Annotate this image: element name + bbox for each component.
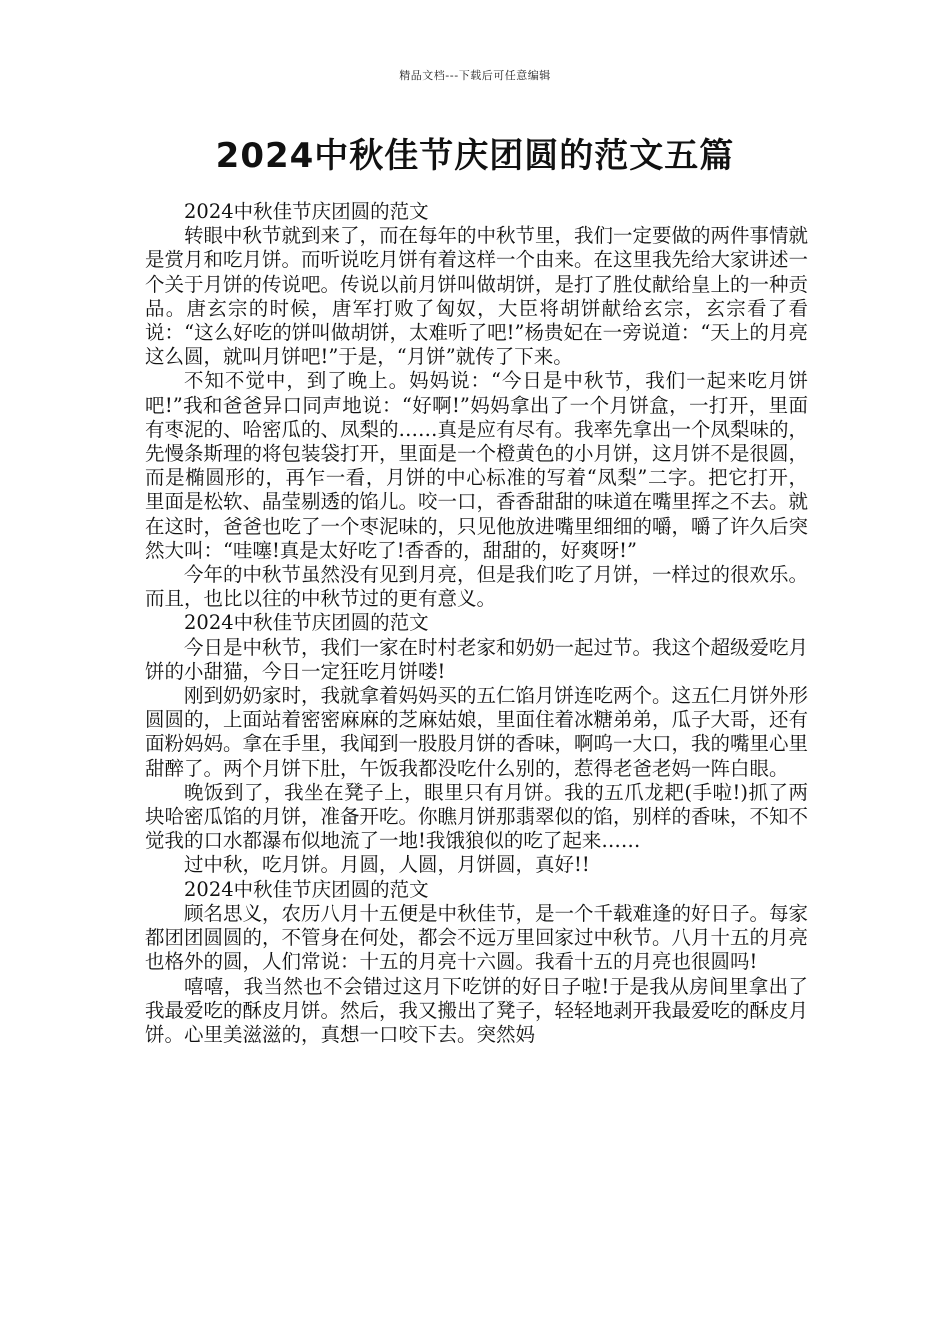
section-heading: 2024中秋佳节庆团圆的范文 [184, 877, 429, 901]
paragraph: 转眼中秋节就到来了，而在每年的中秋节里，我们一定要做的两件事情就是赏月和吃月饼。而听说吃月饼有着这样一个由来。在这里我先给大家讲述一个关于月饼的传说吧。传说以前月饼叫做胡饼，是打了胜仗献给皇上的一种贡品。唐玄宗的时候，唐军打败了匈奴，大臣将胡饼献给玄宗，玄宗看了看说：“这么好吃的饼叫做胡饼，太难听了吧!”杨贵妃在一旁说道：“天上的月亮这么圆，就叫月饼吧!”于是，“月饼”就传了下来。 [145, 224, 809, 369]
document-body [145, 200, 808, 1047]
section-heading: 2024中秋佳节庆团圆的范文 [184, 200, 429, 223]
paragraph: 今年的中秋节虽然没有见到月亮，但是我们吃了月饼，一样过的很欢乐。而且，也比以往的中秋节过的更有意义。 [145, 563, 809, 611]
paragraph: 过中秋，吃月饼。月圆，人圆，月饼圆，真好!! [184, 853, 590, 877]
document-title: 2024中秋佳节庆团圆的范文五篇 [215, 136, 735, 176]
section-heading: 2024中秋佳节庆团圆的范文 [184, 611, 429, 635]
paragraph: 刚到奶奶家时，我就拿着妈妈买的五仁馅月饼连吃两个。这五仁月饼外形圆圆的，上面站着密密麻麻的芝麻姑娘，里面住着冰糖弟弟，瓜子大哥，还有面粉妈妈。拿在手里，我闻到一股股月饼的香味，啊呜一大口，我的嘴里心里甜醉了。两个月饼下肚，午饭我都没吃什么别的，惹得老爸老妈一阵白眼。 [145, 684, 809, 780]
paragraph: 顾名思义，农历八月十五便是中秋佳节，是一个千载难逢的好日子。每家都团团圆圆的，不管身在何处，都会不远万里回家过中秋节。八月十五的月亮也格外的圆，人们常说：十五的月亮十六圆。我看十五的月亮也很圆吗! [145, 901, 809, 974]
paragraph: 晚饭到了，我坐在凳子上，眼里只有月饼。我的五爪龙耙(手啦!)抓了两块哈密瓜馅的月饼，准备开吃。你瞧月饼那翡翠似的馅，别样的香味，不知不觉我的口水都瀑布似地流了一地!我饿狼似的吃了起来…… [145, 780, 809, 853]
paragraph: 嘻嘻，我当然也不会错过这月下吃饼的好日子啦!于是我从房间里拿出了我最爱吃的酥皮月饼。然后，我又搬出了凳子，轻轻地剥开我最爱吃的酥皮月饼。心里美滋滋的，真想一口咬下去。突然妈 [145, 974, 809, 1046]
header-note: 精品文档---下载后可任意编辑 [399, 69, 551, 82]
paragraph: 不知不觉中，到了晚上。妈妈说：“今日是中秋节，我们一起来吃月饼吧!”我和爸爸异口同声地说：“好啊!”妈妈拿出了一个月饼盒，一打开，里面有枣泥的、哈密瓜的、凤梨的……真是应有尽有。我率先拿出一个凤梨味的，先慢条斯理的将包装袋打开，里面是一个橙黄色的小月饼，这月饼不是很圆，而是椭圆形的，再乍一看，月饼的中心标准的写着“凤梨”二字。把它打开，里面是松软、晶莹剔透的馅儿。咬一口，香香甜甜的味道在嘴里挥之不去。就在这时，爸爸也吃了一个枣泥味的，只见他放进嘴里细细的嚼，嚼了许久后突然大叫：“哇噻!真是太好吃了!香香的，甜甜的，好爽呀!” [145, 369, 809, 562]
paragraph: 今日是中秋节，我们一家在时村老家和奶奶一起过节。我这个超级爱吃月饼的小甜猫，今日一定狂吃月饼喽! [145, 635, 809, 683]
